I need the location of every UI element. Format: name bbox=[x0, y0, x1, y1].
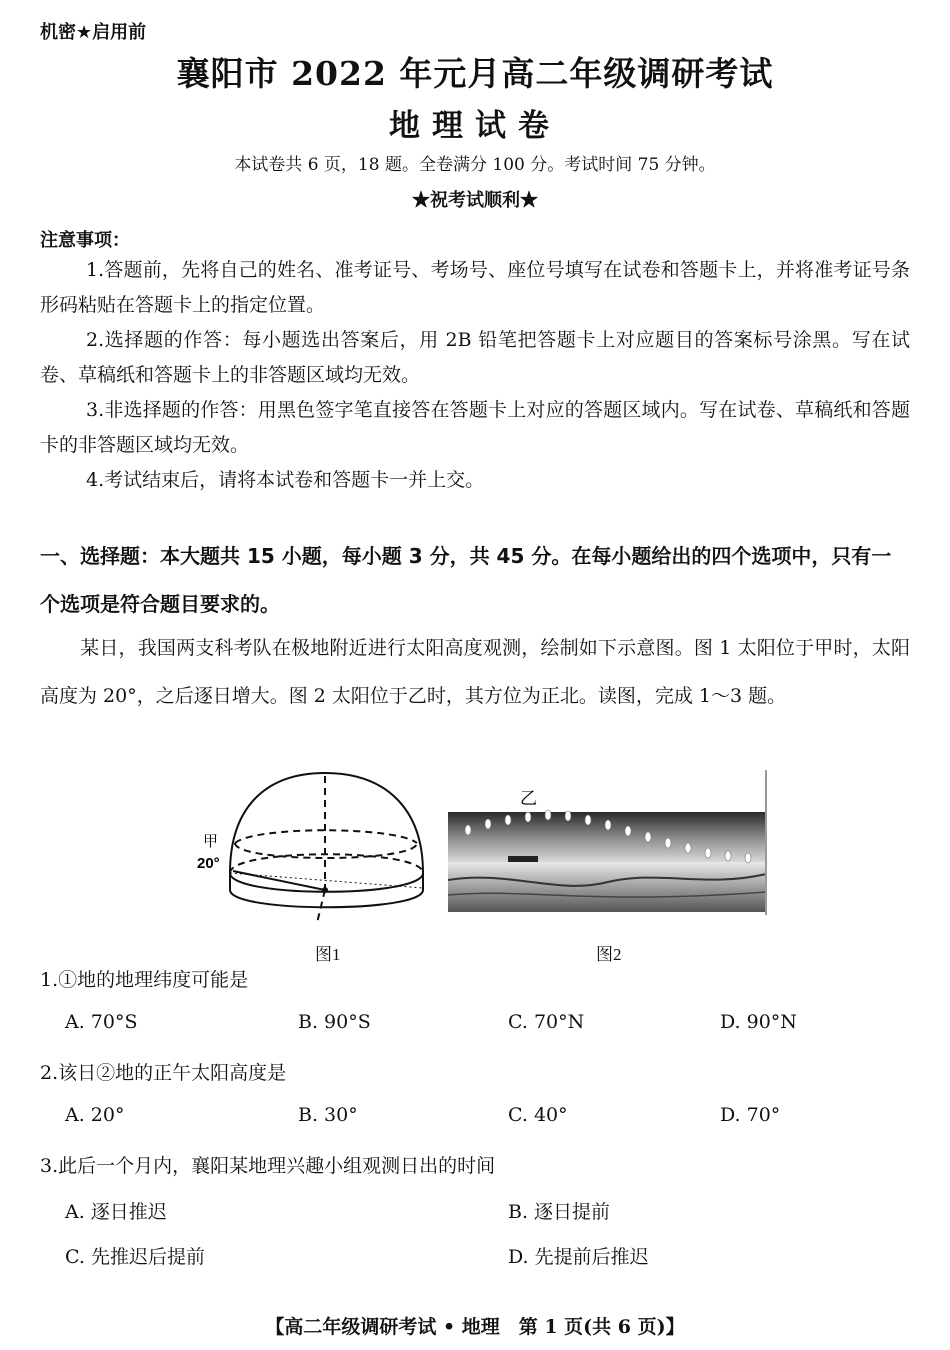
question-1-stem: 1.①地的地理纬度可能是 bbox=[40, 969, 249, 991]
notice-item-text: 1.答题前，先将自己的姓名、准考证号、考场号、座位号填写在试卷和答题卡上，并将准考证号条形码粘贴在答题卡上的指定位置。 bbox=[40, 259, 910, 316]
question-stem-passage bbox=[40, 624, 910, 720]
question-2-option-c[interactable]: C. 40° bbox=[508, 1104, 568, 1126]
question-1-option-b[interactable]: B. 90°S bbox=[298, 1011, 371, 1033]
figure-1-caption: 图1 bbox=[315, 945, 341, 964]
question-3-option-b[interactable]: B. 逐日提前 bbox=[508, 1201, 611, 1223]
question-2-option-b[interactable]: B. 30° bbox=[298, 1104, 358, 1126]
sun-path-photo bbox=[448, 770, 770, 915]
section-heading: 一、选择题：本大题共 15 小题，每小题 3 分，共 45 分。在每小题给出的四个选项中，只有一个选项是符合题目要求的。 bbox=[40, 544, 892, 616]
notice-item bbox=[40, 323, 910, 393]
exam-info: 本试卷共 6 页，18 题。全卷满分 100 分。考试时间 75 分钟。 bbox=[234, 155, 716, 175]
label-yi: 乙 bbox=[520, 789, 537, 808]
question-2-option-a[interactable]: A. 20° bbox=[65, 1104, 125, 1126]
question-3-option-a[interactable]: A. 逐日推迟 bbox=[65, 1201, 167, 1223]
figure-2-caption: 图2 bbox=[596, 945, 622, 964]
question-3-stem: 3.此后一个月内，襄阳某地理兴趣小组观测日出的时间 bbox=[40, 1155, 496, 1177]
notice-item-text: 2.选择题的作答：每小题选出答案后，用 2B 铅笔把答题卡上对应题目的答案标号涂黑。写在试卷、草稿纸和答题卡上的非答题区域均无效。 bbox=[40, 329, 910, 386]
notice-item bbox=[40, 393, 910, 463]
exam-wish: ★祝考试顺利★ bbox=[412, 190, 538, 211]
question-2-option-d[interactable]: D. 70° bbox=[720, 1104, 781, 1126]
notice-item-text: 4.考试结束后，请将本试卷和答题卡一并上交。 bbox=[86, 469, 485, 491]
question-1-option-c[interactable]: C. 70°N bbox=[508, 1011, 585, 1033]
question-3-option-d[interactable]: D. 先提前后推迟 bbox=[508, 1246, 649, 1268]
label-20-degrees: 20° bbox=[197, 855, 220, 872]
confidential-label: 机密★启用前 bbox=[40, 22, 147, 43]
notice-item-text: 3.非选择题的作答：用黑色签字笔直接答在答题卡上对应的答题区域内。写在试卷、草稿纸和答题卡的非答题区域均无效。 bbox=[40, 399, 910, 456]
question-1-option-d[interactable]: D. 90°N bbox=[720, 1011, 797, 1033]
exam-title: 襄阳市 2022 年元月高二年级调研考试 bbox=[176, 54, 774, 93]
question-3-option-c[interactable]: C. 先推迟后提前 bbox=[65, 1246, 205, 1268]
passage-text: 某日，我国两支科考队在极地附近进行太阳高度观测，绘制如下示意图。图 1 太阳位于甲时，太阳高度为 20°，之后逐日增大。图 2 太阳位于乙时，其方位为正北。读图，完成 1～3 题。 bbox=[40, 637, 910, 707]
dome-diagram bbox=[195, 768, 435, 928]
notice-item bbox=[40, 463, 910, 498]
figure-2 bbox=[448, 770, 770, 965]
exam-subject: 地理试卷 bbox=[389, 108, 561, 144]
notice-heading: 注意事项： bbox=[40, 230, 130, 251]
label-jia: 甲 bbox=[203, 833, 219, 850]
question-1-option-a[interactable]: A. 70°S bbox=[65, 1011, 138, 1033]
notice-item bbox=[40, 253, 910, 323]
page-footer: 【高二年级调研考试 • 地理 第 1 页(共 6 页)】 bbox=[265, 1316, 685, 1338]
question-2-stem: 2.该日②地的正午太阳高度是 bbox=[40, 1062, 287, 1084]
figure-1 bbox=[195, 768, 435, 963]
